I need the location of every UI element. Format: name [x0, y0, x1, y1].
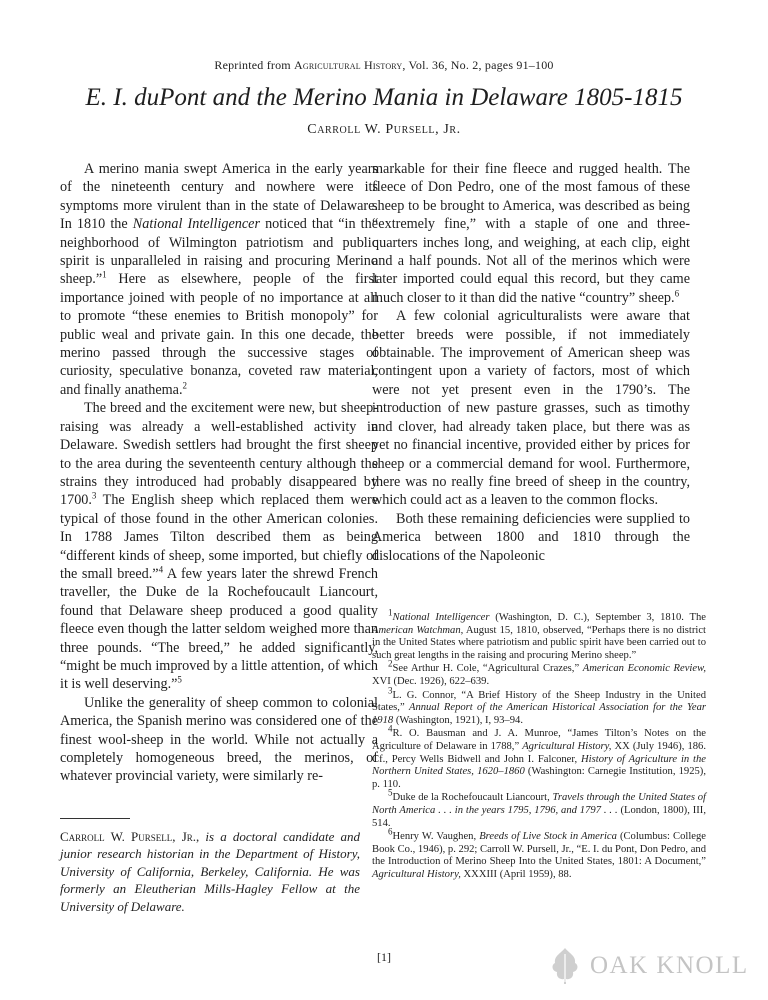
left-column: [60, 160, 378, 786]
paragraph: Unlike the generality of sheep common to colonial America, the Spanish merino was considered one of the finest wool-sheep in the world. While not actually a completely homogeneous breed, the merinos, of whatever provincial variety, were similarly re-: [60, 694, 378, 785]
footnote-ref: 4: [158, 564, 164, 575]
paragraph: markable for their fine fleece and rugged health. The fleece of Don Pedro, one of the most famous of these sheep to be brought to America, was described as being “extremely fine,” with a staple of one and three-quarters inches long, and weighing, at each clip, eight and a half pounds. Not all of the merinos which were later imported could equal this record, but they came much closer to it than did the native “country” sheep.$^6$: [372, 161, 690, 306]
journal-name: Agricultural History: [294, 58, 403, 72]
paragraph: Both these remaining deficiencies were supplied to America between 1800 and 1810 through the dislocations of the Napoleonic: [372, 510, 690, 564]
footnote: $^4$R. O. Bausman and J. A. Munroe, “James Tilton’s Notes on the Agriculture of Delaware in 1788,” Agricultural History, XX (July 1946), 186. Cf., Percy Wells Bidwell and John I. Falconer, History of Agriculture in the Northern United States, 1620–1860 (Washington: Carnegie Institution, 1925), p. 110.: [372, 723, 707, 790]
footnote: $^2$See Arthur H. Cole, “Agricultural Crazes,” American Economic Review, XVI (Dec. 1926), 622–639.: [372, 658, 706, 687]
paragraph: A few colonial agriculturalists were aware that better breeds were possible, if not immediately obtainable. The improvement of American sheep was contingent upon a variety of factors, most of which were not yet present even in the 1790’s. The introduction of new pasture grasses, such as timothy and clover, had already taken place, but there was as yet no financial incentive, provided either by prices for sheep or a commercial demand for wool. Furthermore, there was no really fine breed of sheep in the country, which could act as a leaven to the common flocks.: [372, 308, 690, 509]
footnote: $^3$L. G. Connor, “A Brief History of the Sheep Industry in the United States,” Annual Report of the American Historical Association for the Year 1918 (Washington, 1921), I, 93–94.: [372, 685, 706, 726]
reprint-suffix: , Vol. 36, No. 2, pages 91–100: [402, 58, 554, 72]
bio-text: is a doctoral candidate and junior research historian in the Department of History, University of California, Berkeley, California. He was formerly an Eleutherian Mills-Hagley Fellow at the University of Delaware.: [60, 829, 360, 914]
footnote: $^1$National Intelligencer (Washington, D. C.), September 3, 1810. The American Watchman, August 15, 1810, observed, “Perhaps there is no district in the United States where patriotism and public spirit have been carried out to such great lengths in the raising and procuring Merino sheep.”: [372, 607, 706, 661]
bio-divider: [60, 818, 130, 819]
paragraph: A merino mania swept America in the early years of the nineteenth century and nowhere were its symptoms more virulent than in the state of Delaware. In 1810 the National Intelligencer noticed that “in the neighborhood of Wilmington patriotism and public spirit is unparalleled in raising and procuring Merino sheep.”$^1$ Here as elsewhere, people of the first importance joined with people of no importance at all to promote “these enemies to British monopoly” for public weal and private gain. In this one decade, the merino passed through the successive stages of curiosity, speculative bonanza, coveted raw material, and finally anathema.$^2$: [60, 161, 379, 398]
watermark-text: OAK KNOLL: [590, 952, 749, 979]
oak-leaf-icon: [548, 946, 582, 986]
reprint-header: [0, 58, 768, 73]
footnote: $^6$Henry W. Vaughen, Breeds of Live Stock in America (Columbus: College Book Co., 1946), p. 292; Carroll W. Pursell, Jr., “E. I. du Pont, Don Pedro, and the Introduction of Merino Sheep Into the United States, 1801: A Document,” Agricultural History, XXXIII (April 1959), 88.: [372, 826, 706, 880]
page-number: [1]: [377, 950, 391, 964]
reprint-prefix: Reprinted from: [214, 58, 295, 72]
footnote-ref: 2: [182, 380, 188, 391]
footnote: $^5$Duke de la Rochefoucault Liancourt, Travels through the United States of North America . . . in the years 1795, 1796, and 1797 . . . (London, 1800), III, 514.: [372, 787, 707, 829]
paragraph: The breed and the excitement were new, but sheep-raising was already a well-established activity in Delaware. Swedish settlers had brought the first sheep to the area during the seventeenth century although the strains they introduced had probably disappeared by 1700.$^3$ The English sheep which replaced them were typical of those found in the other American colonies. In 1788 James Tilton described them as being “different kinds of sheep, some imported, but chiefly of the small breed.”$^4$ A few years later the shrewd French traveller, the Duke de la Rochefoucault Liancourt, found that Delaware sheep produced a good quality fleece even though the latter seldom weighed more than three pounds. “The breed,” he added significantly, “might be much improved by a little attention, of which it is well deserving.”$^5$: [60, 400, 378, 693]
bio-name: Carroll W. Pursell, Jr.,: [60, 829, 200, 844]
article-author: Carroll W. Pursell, Jr.: [307, 122, 461, 137]
article-title: E. I. duPont and the Merino Mania in Delaware 1805-1815: [85, 84, 683, 111]
footnote-ref: 1: [102, 269, 107, 280]
right-column: [372, 160, 690, 565]
footnotes: [372, 607, 707, 882]
footnote-ref: 5: [177, 674, 182, 685]
footnote-ref: 6: [674, 288, 680, 299]
footnote-ref: 3: [91, 490, 97, 501]
oak-knoll-watermark: [548, 942, 768, 990]
author-bio: [60, 828, 360, 915]
